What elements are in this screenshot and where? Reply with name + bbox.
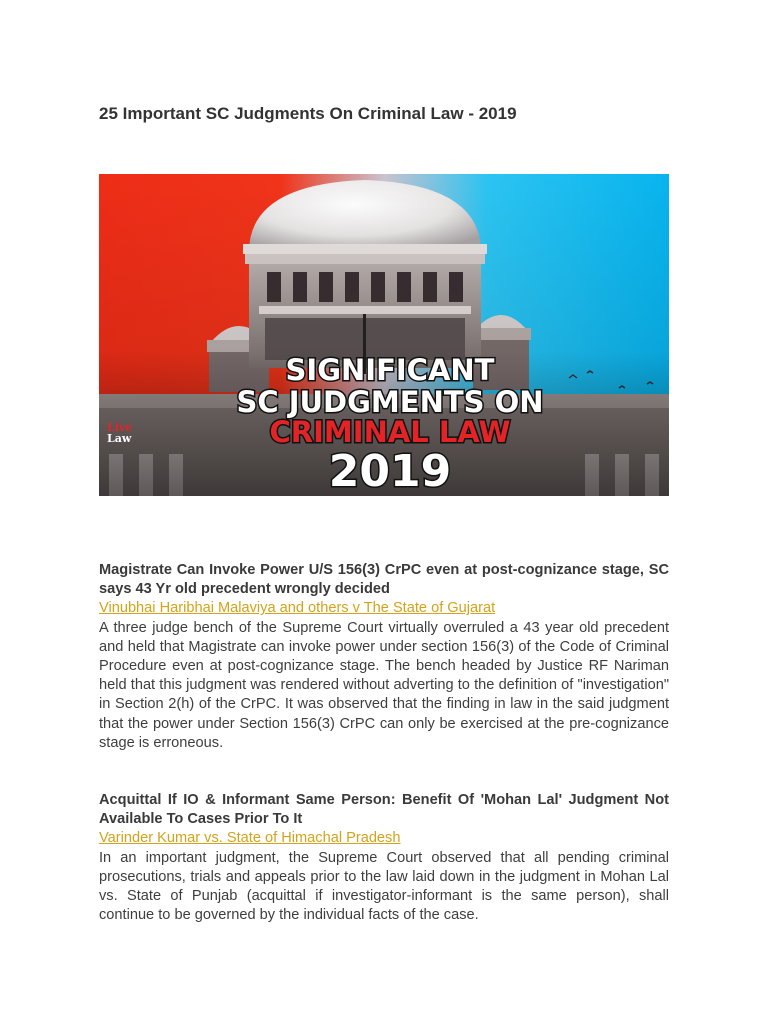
- article-title: Acquittal If IO & Informant Same Person: Benefit Of 'Mohan Lal' Judgment Not Available To Cases Prior To It: [99, 792, 669, 828]
- case-link[interactable]: Vinubhai Haribhai Malaviya and others v The State of Gujarat: [99, 600, 496, 617]
- page-title: 25 Important SC Judgments On Criminal Law - 2019: [99, 104, 517, 123]
- banner-line-criminal-law: CRIMINAL LAW: [269, 415, 511, 449]
- case-link[interactable]: Varinder Kumar vs. State of Himachal Pradesh: [99, 830, 401, 847]
- article-item: [99, 561, 669, 753]
- banner-line-significant: SIGNIFICANT: [285, 353, 495, 387]
- article-banner-image: [99, 174, 669, 496]
- article-body: In an important judgment, the Supreme Court observed that all pending criminal prosecutions, trials and appeals prior to the law laid down in the judgment in Mohan Lal vs. State of Punjab (acquittal if investigator-informant is the same person), shall continue to be governed by the individual facts of the case.: [99, 849, 669, 924]
- banner-year: 2019: [328, 446, 452, 496]
- svg-text:Law: Law: [107, 432, 132, 445]
- article-title: Magistrate Can Invoke Power U/S 156(3) CrPC even at post-cognizance stage, SC says 43 Yr old precedent wrongly decided: [99, 562, 669, 598]
- article-body: A three judge bench of the Supreme Court virtually overruled a 43 year old precedent and held that Magistrate can invoke power under section 156(3) of the Code of Criminal Procedure even at post-cognizance stage. The bench headed by Justice RF Nariman held that this judgment was rendered without adverting to the definition of "investigation" in Section 2(h) of the CrPC. It was observed that the finding in law in the said judgment that the power under Section 156(3) CrPC can only be exercised at the pre-cognizance stage is erroneous.: [99, 619, 669, 751]
- banner-line-sc-judgments: SC JUDGMENTS ON: [236, 385, 544, 419]
- article-item: [99, 791, 669, 925]
- svg-text:Live: Live: [107, 421, 133, 434]
- livelaw-logo: [107, 421, 132, 445]
